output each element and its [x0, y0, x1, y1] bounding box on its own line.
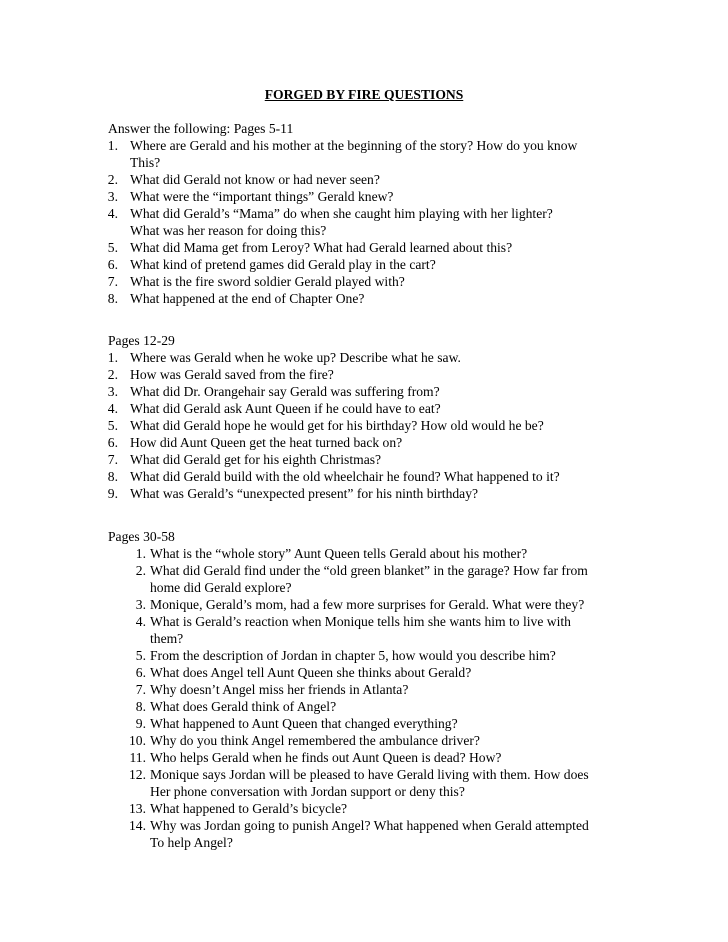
question-number: 11. — [129, 750, 146, 765]
question-text-line: Where are Gerald and his mother at the beginning of the story? How do you know — [130, 138, 578, 153]
section-heading: Pages 30-58 — [108, 529, 175, 544]
question-number: 3. — [107, 189, 118, 204]
section-pages-5-11 — [108, 120, 638, 307]
question-text-line: What did Mama get from Leroy? What had Gerald learned about this? — [130, 240, 513, 255]
question-item — [108, 468, 638, 485]
question-number: 12. — [129, 767, 146, 782]
question-list — [108, 349, 638, 502]
question-number: 7. — [135, 682, 146, 697]
question-text-line: What did Gerald’s “Mama” do when she caught him playing with her lighter? — [130, 206, 553, 221]
question-text-line: What happened at the end of Chapter One? — [130, 291, 365, 306]
question-text-line: What kind of pretend games did Gerald play in the cart? — [130, 257, 436, 272]
question-text-line: What happened to Gerald’s bicycle? — [150, 801, 348, 816]
question-item — [108, 800, 638, 817]
question-number: 3. — [107, 384, 118, 399]
question-item — [108, 290, 638, 307]
question-item — [108, 171, 638, 188]
question-text-line: From the description of Jordan in chapter 5, how would you describe him? — [150, 648, 556, 663]
question-text-line: What happened to Aunt Queen that changed everything? — [150, 716, 458, 731]
question-item — [108, 256, 638, 273]
question-text-line: What did Gerald find under the “old green blanket” in the garage? How far from — [150, 563, 588, 578]
question-number: 5. — [107, 418, 118, 433]
question-item — [108, 349, 638, 366]
question-item — [108, 417, 638, 434]
question-text-line: What is Gerald’s reaction when Monique tells him she wants him to live with — [150, 614, 571, 629]
question-text-line: To help Angel? — [150, 835, 233, 850]
question-number: 8. — [107, 291, 118, 306]
question-number: 1. — [107, 350, 118, 365]
question-number: 1. — [107, 138, 118, 153]
question-item — [108, 766, 638, 800]
question-number: 3. — [135, 597, 146, 612]
question-number: 2. — [107, 367, 118, 382]
page-title: FORGED BY FIRE QUESTIONS — [264, 87, 464, 102]
question-number: 8. — [135, 699, 146, 714]
question-number: 6. — [135, 665, 146, 680]
question-number: 10. — [129, 733, 146, 748]
question-text-line: Her phone conversation with Jordan support or deny this? — [150, 784, 465, 799]
question-list — [108, 137, 638, 307]
question-item — [108, 562, 638, 596]
question-number: 9. — [135, 716, 146, 731]
question-item — [108, 732, 638, 749]
question-item — [108, 137, 638, 171]
question-text-line: Who helps Gerald when he finds out Aunt Queen is dead? How? — [150, 750, 502, 765]
question-text-line: What did Gerald not know or had never seen? — [130, 172, 380, 187]
question-number: 1. — [135, 546, 146, 561]
question-text-line: them? — [150, 631, 184, 646]
question-text-line: What did Dr. Orangehair say Gerald was suffering from? — [130, 384, 440, 399]
question-number: 5. — [107, 240, 118, 255]
question-item — [108, 451, 638, 468]
question-text-line: What did Gerald build with the old wheelchair he found? What happened to it? — [130, 469, 560, 484]
question-item — [108, 383, 638, 400]
question-number: 9. — [107, 486, 118, 501]
question-text-line: What did Gerald ask Aunt Queen if he could have to eat? — [130, 401, 441, 416]
question-item — [108, 239, 638, 256]
question-item — [108, 613, 638, 647]
question-text-line: What were the “important things” Gerald knew? — [130, 189, 394, 204]
question-list — [108, 545, 638, 851]
question-number: 13. — [129, 801, 146, 816]
question-number: 2. — [107, 172, 118, 187]
question-number: 7. — [107, 274, 118, 289]
section-pages-12-29 — [108, 332, 638, 502]
question-text-line: This? — [130, 155, 161, 170]
question-text-line: Monique, Gerald’s mom, had a few more surprises for Gerald. What were they? — [150, 597, 585, 612]
question-number: 5. — [135, 648, 146, 663]
section-heading: Answer the following: Pages 5-11 — [108, 121, 294, 136]
question-item — [108, 545, 638, 562]
section-heading: Pages 12-29 — [108, 333, 175, 348]
question-number: 6. — [107, 435, 118, 450]
question-number: 8. — [107, 469, 118, 484]
question-text-line: What was her reason for doing this? — [130, 223, 327, 238]
question-item — [108, 647, 638, 664]
question-item — [108, 596, 638, 613]
question-text-line: What does Angel tell Aunt Queen she thinks about Gerald? — [150, 665, 472, 680]
question-text-line: home did Gerald explore? — [150, 580, 292, 595]
question-number: 4. — [135, 614, 146, 629]
question-number: 14. — [129, 818, 146, 833]
question-item — [108, 273, 638, 290]
question-text-line: What is the “whole story” Aunt Queen tells Gerald about his mother? — [150, 546, 528, 561]
question-text-line: What did Gerald get for his eighth Christmas? — [130, 452, 382, 467]
question-item — [108, 434, 638, 451]
question-text-line: What was Gerald’s “unexpected present” for his ninth birthday? — [130, 486, 479, 501]
question-item — [108, 188, 638, 205]
question-item — [108, 400, 638, 417]
question-text-line: What did Gerald hope he would get for his birthday? How old would he be? — [130, 418, 544, 433]
question-number: 6. — [107, 257, 118, 272]
section-pages-30-58 — [108, 528, 638, 851]
question-item — [108, 485, 638, 502]
question-item — [108, 681, 638, 698]
question-text-line: Why doesn’t Angel miss her friends in Atlanta? — [150, 682, 409, 697]
question-item — [108, 366, 638, 383]
question-text-line: What is the fire sword soldier Gerald played with? — [130, 274, 405, 289]
question-item — [108, 664, 638, 681]
question-text-line: Why was Jordan going to punish Angel? What happened when Gerald attempted — [150, 818, 589, 833]
question-item — [108, 715, 638, 732]
question-item — [108, 205, 638, 239]
question-number: 4. — [107, 401, 118, 416]
question-text-line: Why do you think Angel remembered the ambulance driver? — [150, 733, 480, 748]
question-number: 2. — [135, 563, 146, 578]
question-text-line: Where was Gerald when he woke up? Describe what he saw. — [130, 350, 461, 365]
question-item — [108, 749, 638, 766]
question-text-line: How did Aunt Queen get the heat turned back on? — [130, 435, 403, 450]
question-number: 7. — [107, 452, 118, 467]
question-text-line: How was Gerald saved from the fire? — [130, 367, 334, 382]
question-text-line: What does Gerald think of Angel? — [150, 699, 337, 714]
question-item — [108, 817, 638, 851]
question-item — [108, 698, 638, 715]
question-number: 4. — [107, 206, 118, 221]
question-text-line: Monique says Jordan will be pleased to have Gerald living with them. How does — [150, 767, 589, 782]
